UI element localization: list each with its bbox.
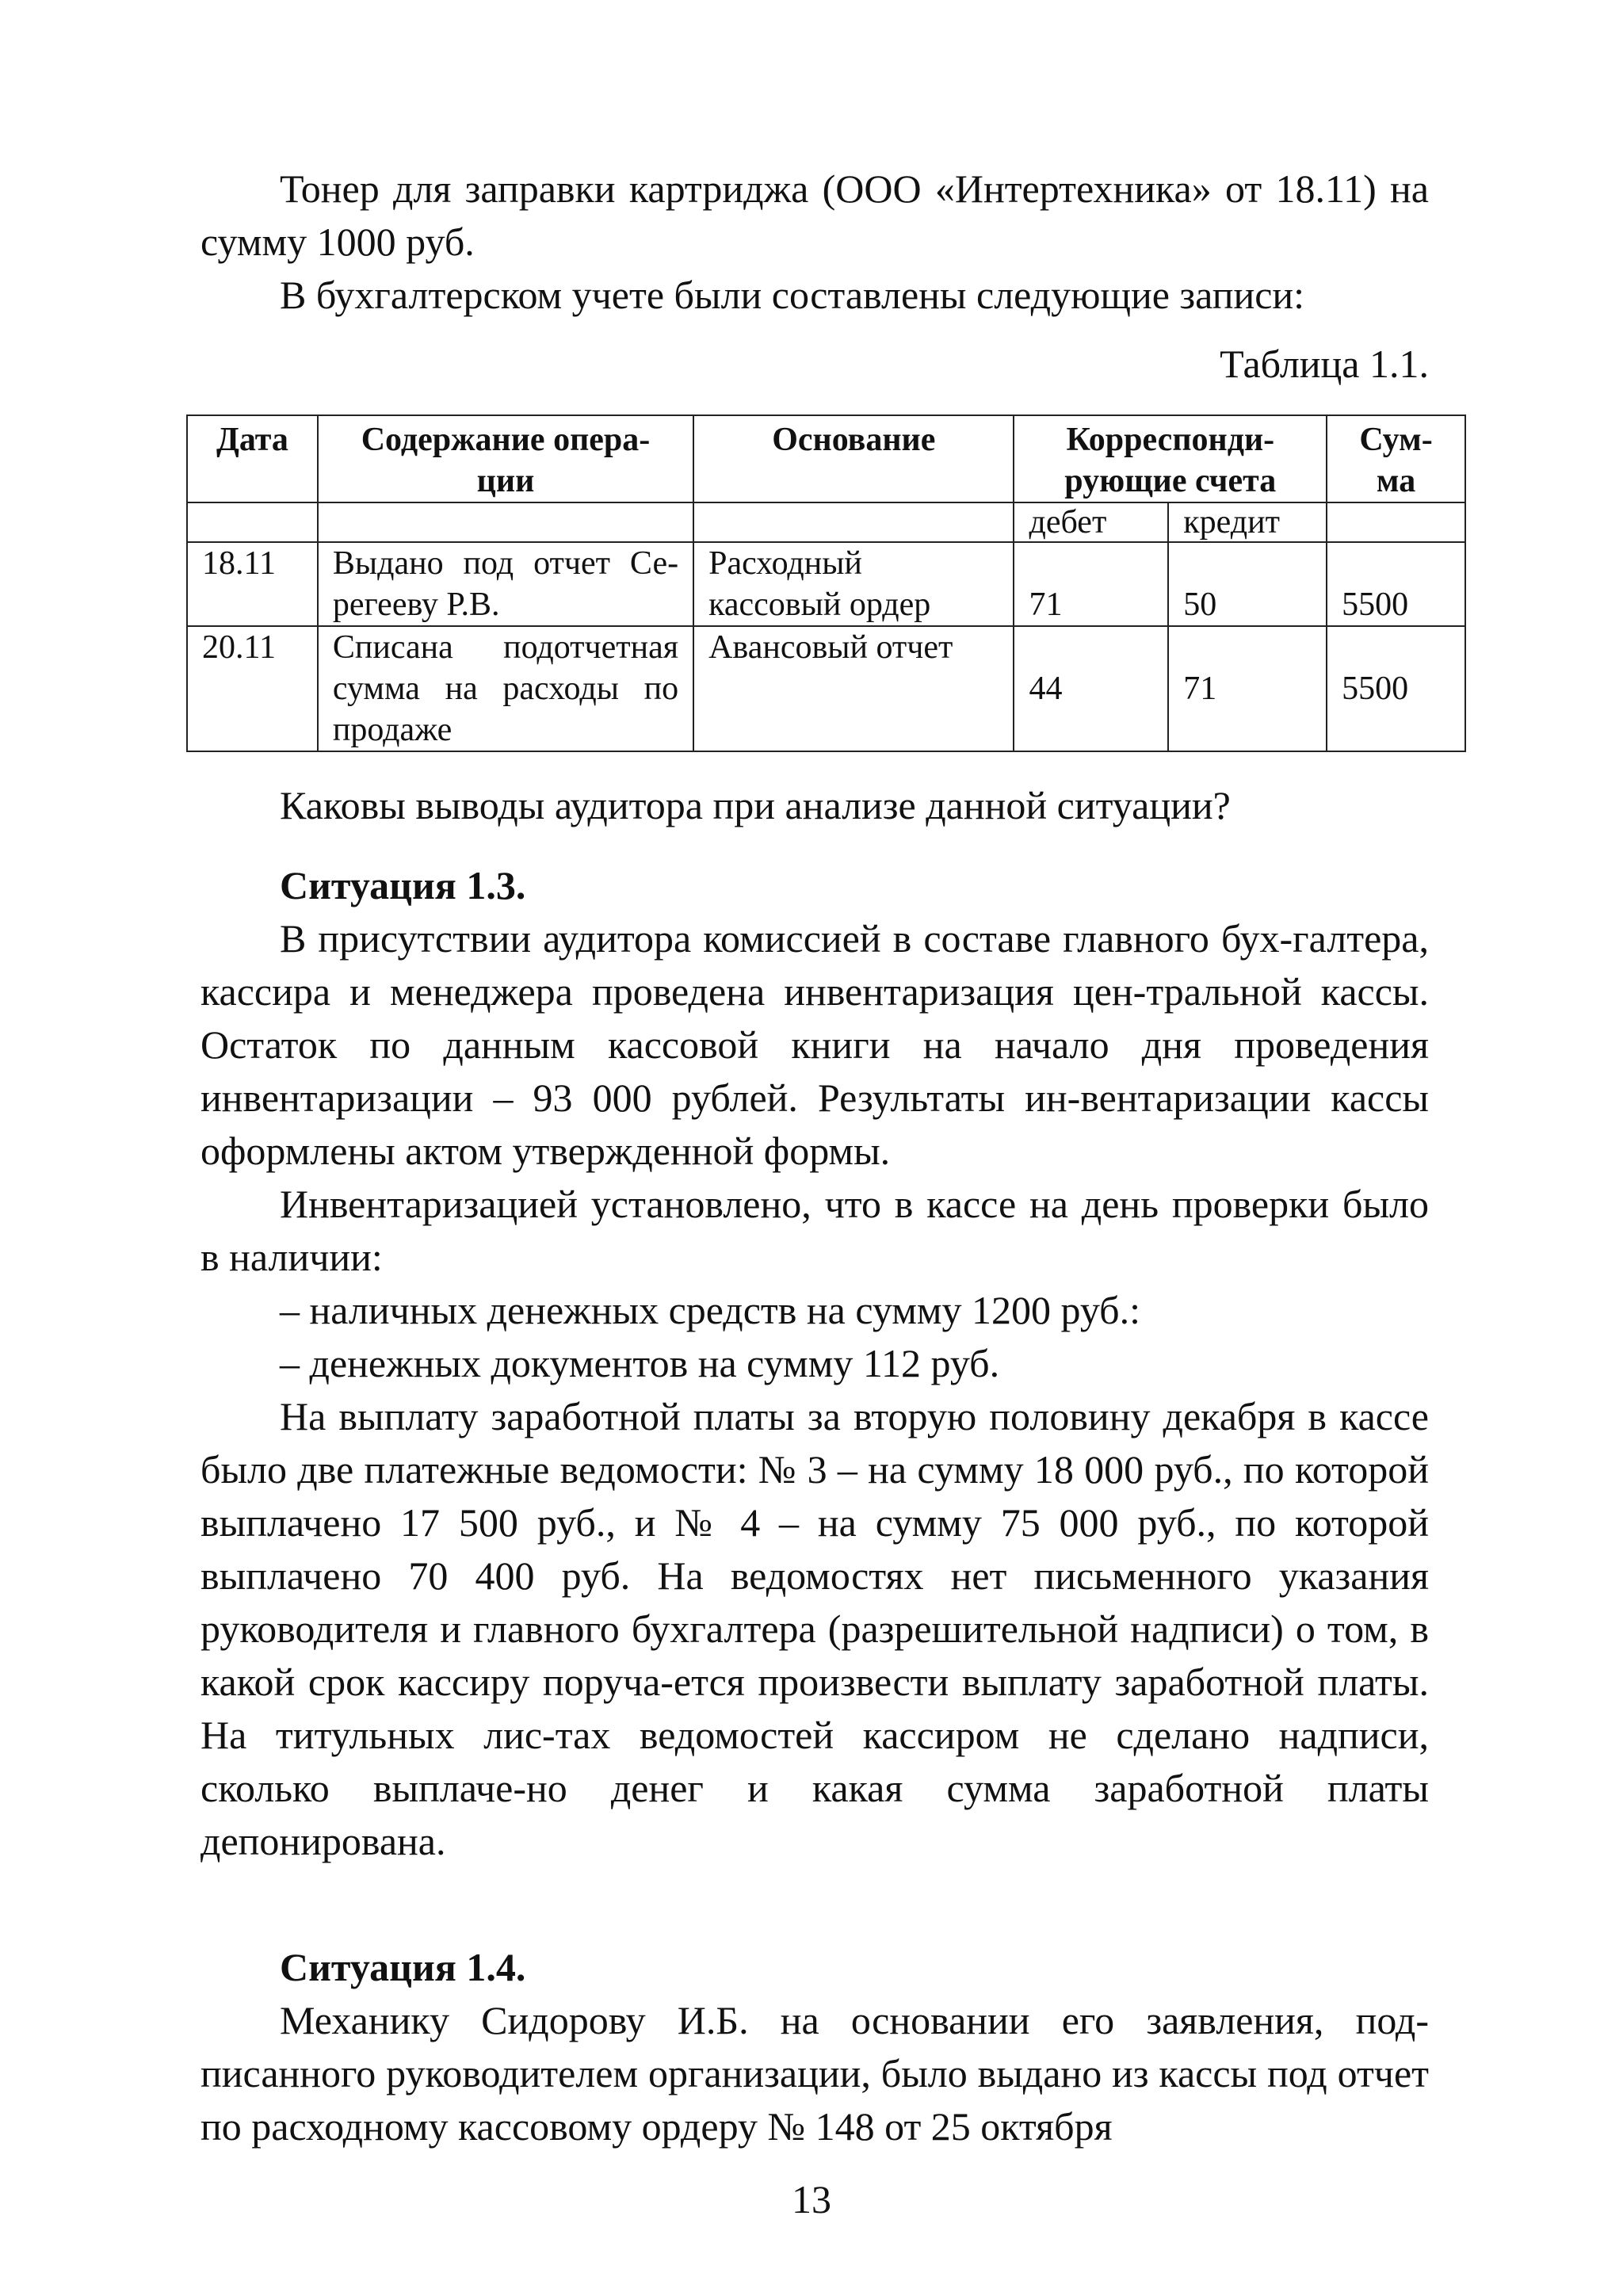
cell-date: 20.11 <box>187 626 318 751</box>
page-number: 13 <box>792 2177 831 2222</box>
header-basis: Основание <box>693 415 1014 502</box>
empty-cell <box>187 502 318 542</box>
body-paragraph: На выплату заработной платы за вторую половину декабря в кассе было две платежные ведомости: № 3 – на сумму 18 000 руб., по которой выплачено 17 500 руб., и № 4 – на сумму 75 000 руб., по которой выплачено 70 400 руб. На ведомостях нет письменного указания руководителя и главного бухгалтера (разрешительной надписи) о том, в какой срок кассиру поруча-ется произвести выплату заработной платы. На титульных лис-тах ведомостей кассиром не сделано надписи, сколько выплаче-но денег и какая сумма заработной платы депонирована. <box>200 1394 1429 1863</box>
table-subheader-row <box>187 502 1465 542</box>
cell-date: 18.11 <box>187 542 318 626</box>
empty-cell <box>318 502 693 542</box>
situation-heading: Ситуация 1.3. <box>280 863 526 907</box>
subheader-credit: кредит <box>1168 502 1327 542</box>
header-accounts: Корреспонди-рующие счета <box>1014 415 1327 502</box>
list-item: – наличных денежных средств на сумму 1200 руб.: <box>280 1288 1141 1332</box>
header-sum: Сум-ма <box>1327 415 1465 502</box>
cell-debit: 71 <box>1014 542 1168 626</box>
cell-credit: 71 <box>1168 626 1327 751</box>
cell-sum: 5500 <box>1327 542 1465 626</box>
cell-debit: 44 <box>1014 626 1168 751</box>
cell-credit: 50 <box>1168 542 1327 626</box>
table-row <box>187 626 1465 751</box>
empty-cell <box>1327 502 1465 542</box>
intro-paragraph: В бухгалтерском учете были составлены следующие записи: <box>280 273 1305 317</box>
cell-basis: Авансовый отчет <box>693 626 1014 751</box>
table-row <box>187 542 1465 626</box>
question-paragraph: Каковы выводы аудитора при анализе данной ситуации? <box>280 783 1231 827</box>
body-paragraph: Механику Сидорову И.Б. на основании его заявления, под-писанного руководителем организации, было выдано из кассы под отчет по расходному кассовому ордеру № 148 от 25 октября <box>200 1998 1429 2149</box>
empty-cell <box>693 502 1014 542</box>
cell-content: Выдано под отчет Се-регееву Р.В. <box>318 542 693 626</box>
cell-content: Списана подотчетная сумма на расходы по продаже <box>318 626 693 751</box>
intro-paragraph: Тонер для заправки картриджа (ООО «Интертехника» от 18.11) на сумму 1000 руб. <box>200 166 1429 264</box>
accounting-table <box>186 415 1466 752</box>
header-content: Содержание опера-ции <box>318 415 693 502</box>
table-header-row <box>187 415 1465 502</box>
cell-basis: Расходный кассовый ордер <box>693 542 1014 626</box>
list-item: – денежных документов на сумму 112 руб. <box>280 1341 1000 1385</box>
subheader-debit: дебет <box>1014 502 1168 542</box>
header-date: Дата <box>187 415 318 502</box>
body-paragraph: Инвентаризацией установлено, что в кассе на день проверки было в наличии: <box>200 1182 1429 1279</box>
document-page <box>200 162 1433 2153</box>
situation-heading: Ситуация 1.4. <box>280 1945 526 1989</box>
table-caption: Таблица 1.1. <box>1220 342 1429 386</box>
body-paragraph: В присутствии аудитора комиссией в составе главного бух-галтера, кассира и менеджера проведена инвентаризация цен-тральной кассы. Остаток по данным кассовой книги на начало дня проведения инвентаризации – 93 000 рублей. Результаты ин-вентаризации кассы оформлены актом утвержденной формы. <box>200 916 1429 1173</box>
cell-sum: 5500 <box>1327 626 1465 751</box>
